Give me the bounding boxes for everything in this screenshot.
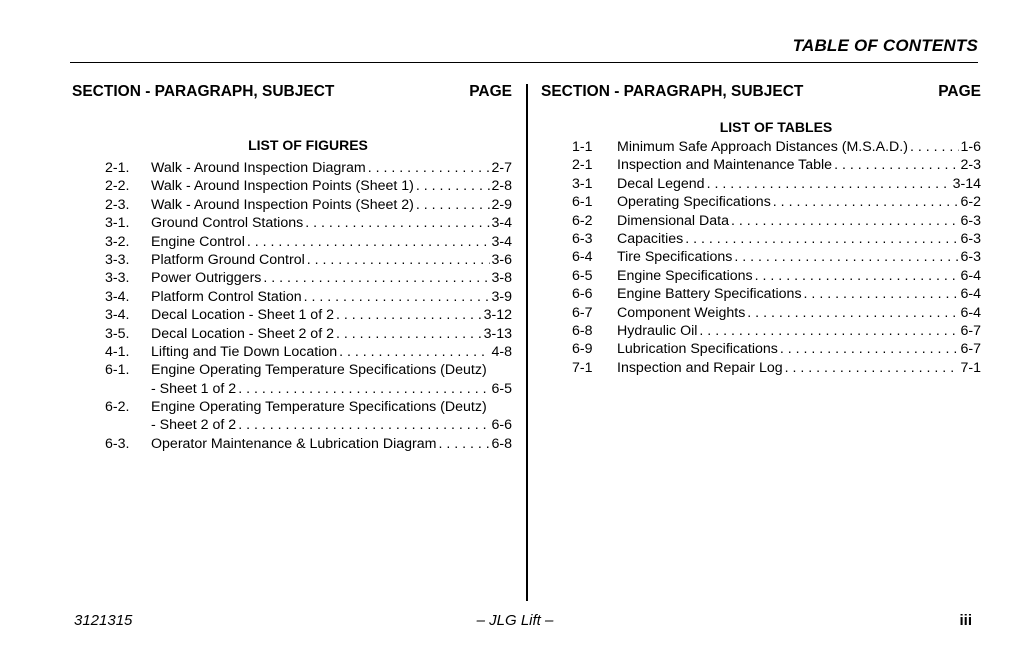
footer-center: – JLG Lift – <box>476 612 554 629</box>
header-divider <box>70 62 978 63</box>
entry-number: 6-3. <box>105 435 130 452</box>
entry-number: 3-2. <box>105 233 130 250</box>
entry-title: Capacities <box>617 230 684 247</box>
entry-number: 6-1. <box>105 362 130 379</box>
toc-entry[interactable] <box>72 159 512 177</box>
toc-entry[interactable] <box>72 325 512 343</box>
entry-title: Component Weights <box>617 304 746 321</box>
entry-page: 6-4 <box>960 267 981 284</box>
entry-title-continuation: - Sheet 2 of 2 <box>151 417 237 434</box>
leader-dots <box>755 267 960 285</box>
entry-title: Platform Ground Control <box>151 251 305 268</box>
leader-dots <box>336 325 483 343</box>
entry-page: 3-4 <box>491 233 512 250</box>
leader-dots <box>910 138 960 156</box>
entry-title: Decal Location - Sheet 1 of 2 <box>151 307 334 324</box>
entry-body <box>617 156 981 174</box>
entry-body <box>151 233 512 251</box>
entry-number: 6-3 <box>572 230 593 247</box>
entry-title: Decal Legend <box>617 175 705 192</box>
toc-entry[interactable] <box>541 340 981 358</box>
leader-dots <box>238 380 490 398</box>
leader-dots <box>734 248 959 266</box>
list-of-tables-title: LIST OF TABLES <box>719 119 833 135</box>
entry-page: 7-1 <box>960 359 981 376</box>
entry-number: 2-3. <box>105 196 130 213</box>
toc-entry[interactable] <box>72 343 512 361</box>
entry-body <box>151 288 512 306</box>
column-header-page: PAGE <box>938 83 981 100</box>
leader-dots <box>699 322 959 340</box>
entry-body <box>151 325 512 343</box>
entry-title: Minimum Safe Approach Distances (M.S.A.D.) <box>617 139 908 155</box>
toc-entry[interactable] <box>541 248 981 266</box>
leader-dots <box>785 359 960 377</box>
leader-dots <box>305 214 490 232</box>
column-header <box>541 82 981 102</box>
entry-page: 2-8 <box>491 178 512 195</box>
entry-page: 6-3 <box>960 212 981 229</box>
entry-page: 3-13 <box>483 325 512 342</box>
entry-title: Engine Battery Specifications <box>617 286 802 303</box>
entry-page: 3-9 <box>491 288 512 305</box>
toc-entry-continuation[interactable] <box>72 416 512 434</box>
entry-page: 6-7 <box>960 341 981 358</box>
entry-body <box>617 285 981 303</box>
entry-body <box>151 416 512 434</box>
entry-body <box>151 435 512 453</box>
toc-entry[interactable] <box>72 233 512 251</box>
entry-title: Engine Operating Temperature Specifications (Deutz) <box>151 399 487 416</box>
entry-body <box>617 193 981 211</box>
entry-title: Inspection and Maintenance Table <box>617 157 833 174</box>
entry-number: 3-4. <box>105 307 130 324</box>
entry-body <box>151 306 512 324</box>
entry-number: 7-1 <box>572 359 593 376</box>
leader-dots <box>339 343 490 361</box>
figures-list <box>72 159 512 453</box>
leader-dots <box>307 251 491 269</box>
toc-entry[interactable] <box>541 267 981 285</box>
entry-page: 6-7 <box>960 322 981 339</box>
entry-body <box>151 251 512 269</box>
entry-title: Engine Specifications <box>617 267 753 284</box>
entry-body <box>617 138 981 156</box>
entry-body <box>617 304 981 322</box>
toc-entry[interactable] <box>72 435 512 453</box>
entry-title: Walk - Around Inspection Points (Sheet 2) <box>151 196 414 213</box>
entry-number: 4-1. <box>105 343 130 360</box>
entry-page: 6-4 <box>960 286 981 303</box>
entry-title: Hydraulic Oil <box>617 322 698 339</box>
entry-title: Decal Location - Sheet 2 of 2 <box>151 325 334 342</box>
entry-page: 6-3 <box>960 249 981 266</box>
entry-number: 3-3. <box>105 270 130 287</box>
entry-title: Operator Maintenance & Lubrication Diagram <box>151 435 437 452</box>
entry-page: 3-14 <box>952 175 981 192</box>
entry-page: 3-4 <box>491 215 512 232</box>
entry-title: Inspection and Repair Log <box>617 359 783 376</box>
list-of-tables-column <box>541 82 981 377</box>
entry-page: 3-12 <box>483 307 512 324</box>
entry-body <box>617 230 981 248</box>
entry-number: 6-8 <box>572 322 593 339</box>
toc-entry[interactable] <box>541 138 981 156</box>
entry-page: 6-8 <box>491 435 512 452</box>
leader-dots <box>247 233 491 251</box>
entry-page: 4-8 <box>491 343 512 360</box>
entry-number: 1-1 <box>572 139 593 155</box>
entry-page: 6-4 <box>960 304 981 321</box>
toc-entry[interactable] <box>72 288 512 306</box>
entry-number: 6-9 <box>572 341 593 358</box>
entry-number: 6-1 <box>572 194 593 211</box>
column-header-page: PAGE <box>469 83 512 100</box>
toc-entry[interactable] <box>541 212 981 230</box>
entry-body <box>617 267 981 285</box>
toc-entry[interactable] <box>541 359 981 377</box>
footer-page-number: iii <box>959 612 972 629</box>
entry-body <box>617 248 981 266</box>
entry-number: 3-1 <box>572 175 593 192</box>
entry-title: Engine Operating Temperature Specifications (Deutz) <box>151 362 487 379</box>
entry-page: 1-6 <box>960 139 981 155</box>
leader-dots <box>416 177 491 195</box>
column-header-subject: SECTION - PARAGRAPH, SUBJECT <box>541 83 804 100</box>
leader-dots <box>834 156 959 174</box>
leader-dots <box>747 304 959 322</box>
entry-title: Power Outriggers <box>151 270 262 287</box>
leader-dots <box>368 159 491 177</box>
toc-entry[interactable] <box>541 230 981 248</box>
leader-dots <box>804 285 960 303</box>
toc-entry[interactable] <box>541 304 981 322</box>
toc-entry[interactable] <box>72 306 512 324</box>
footer-doc-number: 3121315 <box>74 612 133 629</box>
entry-body <box>617 175 981 193</box>
entry-body <box>617 212 981 230</box>
entry-body <box>617 340 981 358</box>
entry-body <box>617 322 981 340</box>
entry-page: 3-8 <box>491 270 512 287</box>
entry-title: Walk - Around Inspection Points (Sheet 1) <box>151 178 414 195</box>
page-title: TABLE OF CONTENTS <box>792 36 978 55</box>
entry-title: Platform Control Station <box>151 288 302 305</box>
entry-title: Ground Control Stations <box>151 215 304 232</box>
leader-dots <box>263 269 490 287</box>
leader-dots <box>238 416 490 434</box>
column-header <box>72 82 512 102</box>
toc-entry[interactable] <box>72 269 512 287</box>
toc-entry[interactable] <box>72 214 512 232</box>
entry-body <box>151 343 512 361</box>
entry-page: 6-5 <box>491 380 512 397</box>
toc-entry[interactable] <box>541 156 981 174</box>
entry-number: 6-5 <box>572 267 593 284</box>
entry-page: 2-7 <box>491 160 512 176</box>
toc-entry-continuation[interactable] <box>72 380 512 398</box>
entry-page: 6-3 <box>960 230 981 247</box>
entry-number: 6-7 <box>572 304 593 321</box>
column-divider <box>526 84 528 601</box>
entry-number: 2-2. <box>105 178 130 195</box>
column-header-subject: SECTION - PARAGRAPH, SUBJECT <box>72 83 335 100</box>
leader-dots <box>416 196 491 214</box>
entry-body <box>151 361 512 379</box>
toc-entry[interactable] <box>72 251 512 269</box>
entry-page: 3-6 <box>491 251 512 268</box>
entry-page: 2-9 <box>491 196 512 213</box>
entry-page: 6-2 <box>960 194 981 211</box>
entry-title-continuation: - Sheet 1 of 2 <box>151 380 237 397</box>
leader-dots <box>707 175 952 193</box>
entry-body <box>617 359 981 377</box>
toc-entry[interactable] <box>72 361 512 379</box>
entry-title: Lifting and Tie Down Location <box>151 343 338 360</box>
tables-list <box>541 138 981 377</box>
entry-number: 3-1. <box>105 215 130 232</box>
entry-page: 2-3 <box>960 157 981 174</box>
list-of-figures-title: LIST OF FIGURES <box>248 137 368 153</box>
list-of-figures-column <box>72 82 512 453</box>
toc-entry[interactable] <box>72 196 512 214</box>
entry-body <box>151 269 512 287</box>
leader-dots <box>731 212 960 230</box>
entry-number: 3-5. <box>105 325 130 342</box>
entry-body <box>151 214 512 232</box>
toc-entry[interactable] <box>541 322 981 340</box>
toc-entry[interactable] <box>72 398 512 416</box>
leader-dots <box>336 306 483 324</box>
entry-number: 6-2. <box>105 399 130 416</box>
entry-title: Operating Specifications <box>617 194 771 211</box>
entry-body <box>151 398 512 416</box>
entry-number: 2-1. <box>105 160 130 176</box>
entry-number: 6-4 <box>572 249 593 266</box>
entry-body <box>151 196 512 214</box>
toc-entry[interactable] <box>72 177 512 195</box>
entry-title: Lubrication Specifications <box>617 341 778 358</box>
leader-dots <box>780 340 960 358</box>
entry-number: 2-1 <box>572 157 593 174</box>
entry-number: 3-3. <box>105 251 130 268</box>
entry-body <box>151 177 512 195</box>
entry-title: Engine Control <box>151 233 245 250</box>
entry-page: 6-6 <box>491 417 512 434</box>
entry-body <box>151 159 512 177</box>
leader-dots <box>304 288 491 306</box>
toc-entry[interactable] <box>541 193 981 211</box>
entry-body <box>151 380 512 398</box>
entry-number: 3-4. <box>105 288 130 305</box>
leader-dots <box>438 435 490 453</box>
entry-title: Walk - Around Inspection Diagram <box>151 160 366 176</box>
leader-dots <box>685 230 959 248</box>
toc-entry[interactable] <box>541 175 981 193</box>
toc-entry[interactable] <box>541 285 981 303</box>
entry-number: 6-6 <box>572 286 593 303</box>
entry-title: Dimensional Data <box>617 212 729 229</box>
entry-number: 6-2 <box>572 212 593 229</box>
entry-title: Tire Specifications <box>617 249 733 266</box>
leader-dots <box>773 193 960 211</box>
